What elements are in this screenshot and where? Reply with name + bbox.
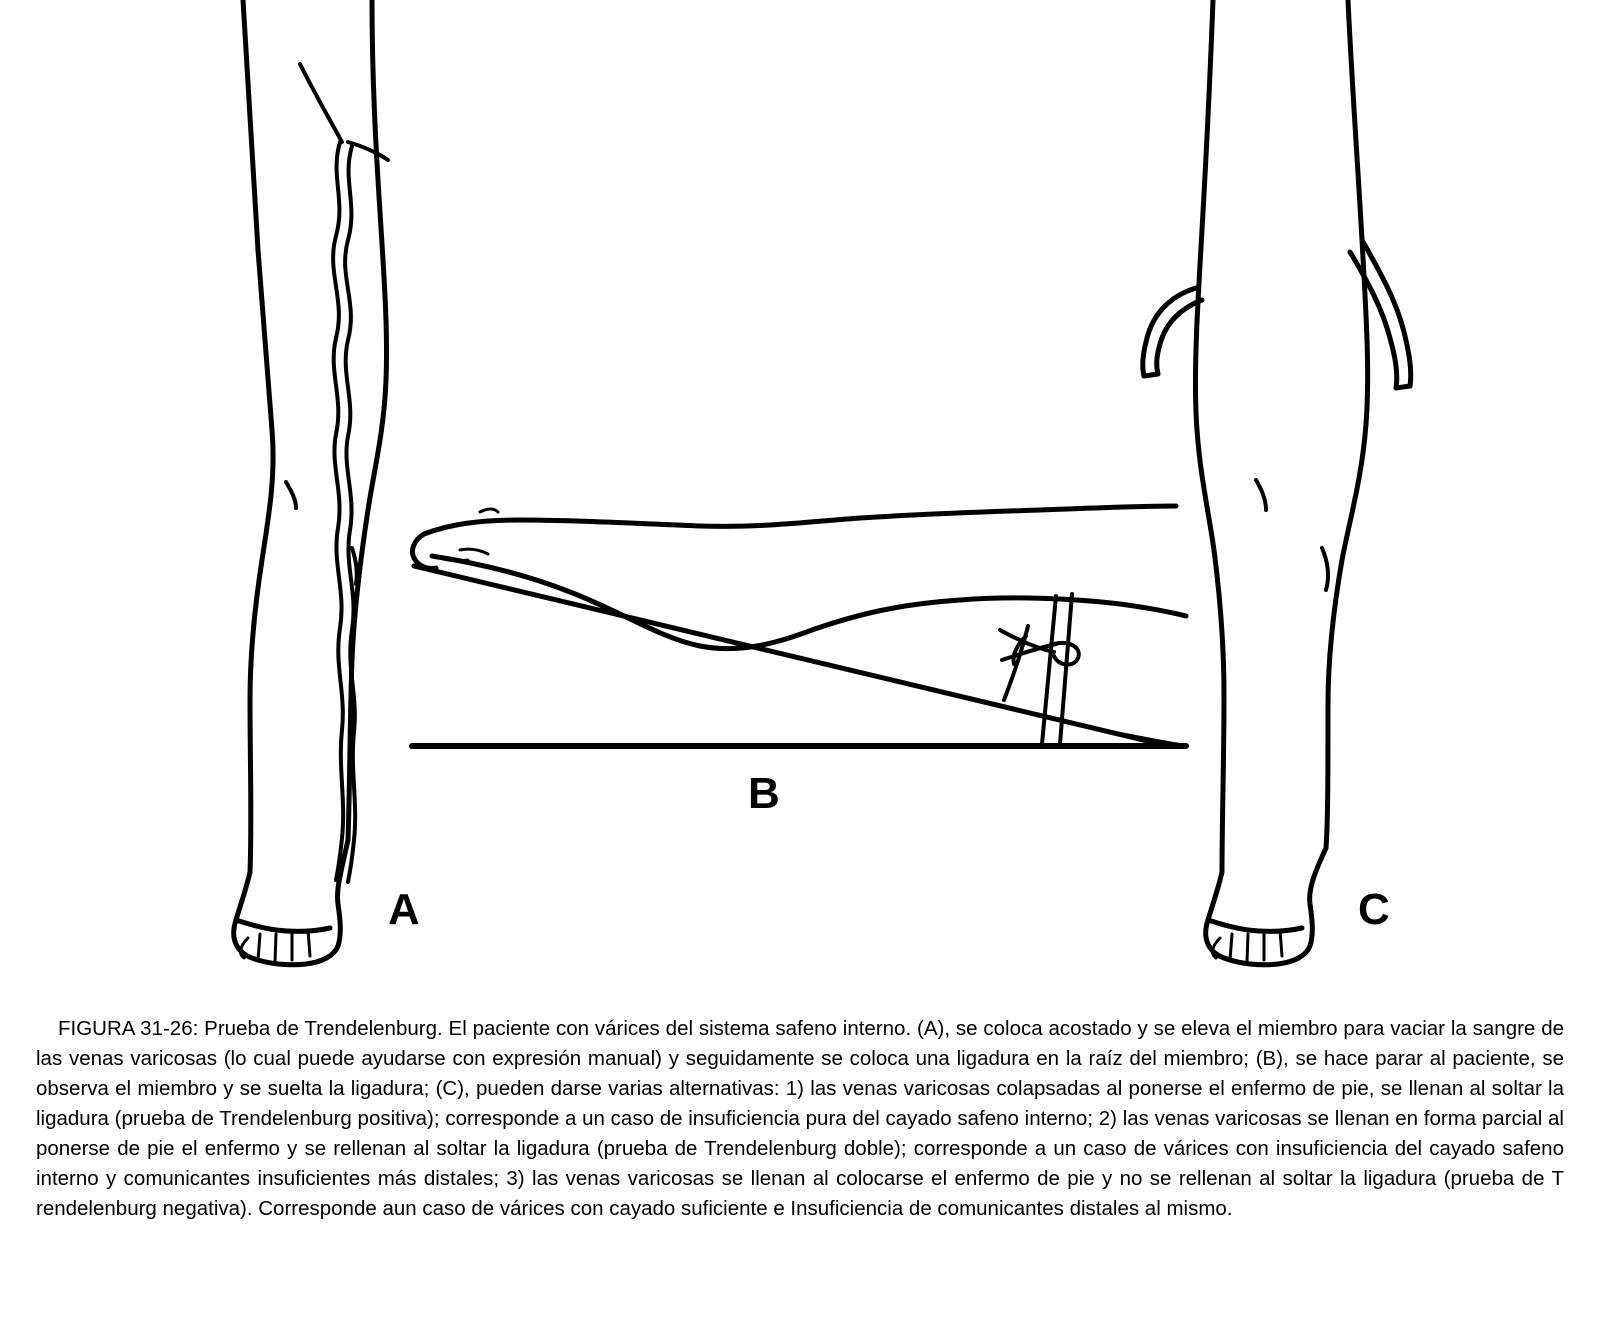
figure-caption — [36, 1014, 1564, 1224]
panel-label-a: A — [388, 885, 420, 934]
panel-label-b: B — [748, 769, 780, 818]
caption-text: FIGURA 31-26: Prueba de Trendelenburg. El paciente con várices del sistema safeno interno. (A), se coloca acostado y se eleva el miembro para vaciar la sangre de las venas varicosas (lo cual puede ayudarse con expresión manual) y seguidamente se coloca una ligadura en la raíz del miembro; (B), se hace parar al paciente, se observa el miembro y se suelta la ligadura; (C), pueden darse varias alternativas: 1) las venas varicosas colapsadas al ponerse el enfermo de pie, se llenan al soltar la ligadura (prueba de Trendelenburg positiva); corresponde a un caso de insuficiencia pura del cayado safeno interno; 2) las venas varicosas se llenan en forma parcial al ponerse de pie el enfermo y se rellenan al soltar la ligadura (prueba de Trendelenburg doble); corresponde a un caso de várices con insuficiencia del cayado safeno interno y comunicantes insuficientes más distales; 3) las venas varicosas se llenan al colocarse el enfermo de pie y no se rellenan al soltar la ligadura (prueba de T rendelenburg negativa). Corresponde aun caso de várices con cayado suficiente e Insuficiencia de comunicantes distales al mismo. — [36, 1017, 1564, 1220]
panel-label-c: C — [1358, 885, 1390, 934]
